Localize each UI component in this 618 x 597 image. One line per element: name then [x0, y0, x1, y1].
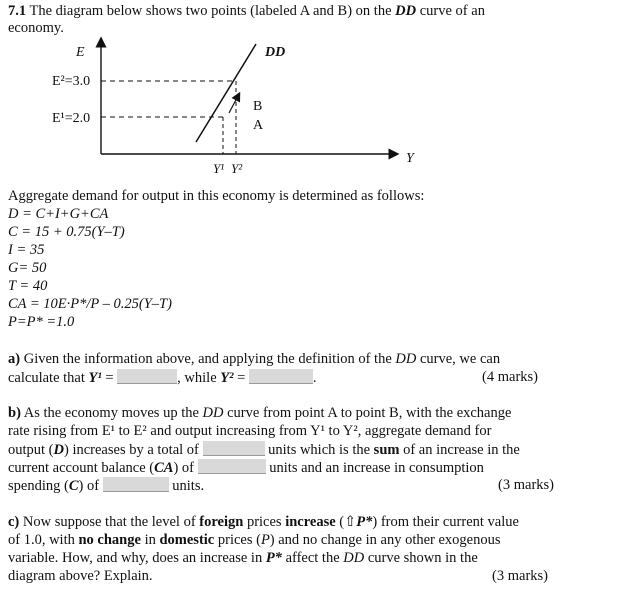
part-b-line5: spending (C) of units. (3 marks) [8, 477, 554, 494]
model-intro: Aggregate demand for output in this economy is determined as follows: [8, 188, 425, 204]
y2-answer-blank[interactable] [249, 369, 313, 384]
part-b-line1: b) As the economy moves up the DD curve from point A to point B, with the exchange [8, 405, 512, 421]
question-title-line2: economy. [8, 20, 64, 36]
part-b-marks: (3 marks) [498, 477, 554, 493]
part-c-line3: variable. How, and why, does an increase in P* affect the DD curve shown in the [8, 550, 478, 566]
part-a-line1: a) Given the information above, and applying the definition of the DD curve, we can [8, 351, 501, 367]
d-increase-blank[interactable] [203, 441, 265, 456]
ca-increase-blank[interactable] [198, 459, 266, 474]
e1-label: E¹=2.0 [52, 111, 91, 126]
part-b-line4: current account balance (CA) of units and an increase in consumption [8, 460, 484, 476]
equation-t: T = 40 [8, 278, 48, 294]
c-increase-blank[interactable] [103, 477, 169, 492]
point-a-label: A [253, 118, 264, 133]
x-axis-label: Y [406, 151, 414, 166]
equation-c: C = 15 + 0.75(Y–T) [8, 224, 125, 240]
part-c-line4: diagram above? Explain. (3 marks) [8, 568, 548, 584]
question-title: 7.1 The diagram below shows two points (labeled A and B) on the DD curve of an [8, 3, 485, 19]
point-b-label: B [253, 99, 263, 114]
up-arrow-icon: ⇧ [344, 514, 357, 530]
y1-answer-blank[interactable] [117, 369, 177, 384]
dd-curve-label: DD [265, 45, 286, 60]
equation-i: I = 35 [8, 242, 45, 258]
part-c-line1: c) Now suppose that the level of foreign prices increase (⇧P*) from their current value [8, 514, 519, 530]
dd-curve [196, 44, 256, 142]
equation-d: D = C+I+G+CA [8, 206, 109, 222]
y-axis-label: E [76, 45, 85, 60]
dd-diagram [0, 36, 440, 176]
equation-ca: CA = 10E·P*/P – 0.25(Y–T) [8, 296, 172, 312]
y1-label: Y¹ [213, 161, 225, 176]
part-b-line3: output (D) increases by a total of units which is the sum of an increase in the [8, 442, 520, 458]
e2-label: E²=3.0 [52, 74, 91, 89]
y2-label: Y² [231, 161, 243, 176]
movement-arrow [229, 96, 238, 113]
equation-g: G= 50 [8, 260, 47, 276]
part-a-line2: calculate that Y¹ = , while Y² = . (4 marks) [8, 369, 538, 386]
part-c-line2: of 1.0, with no change in domestic prices (P) and no change in any other exogenous [8, 532, 501, 548]
part-b-line2: rate rising from E¹ to E² and output increasing from Y¹ to Y², aggregate demand for [8, 423, 492, 439]
equation-p: P=P* =1.0 [8, 314, 75, 330]
part-a-marks: (4 marks) [482, 369, 538, 385]
part-c-marks: (3 marks) [492, 568, 548, 584]
